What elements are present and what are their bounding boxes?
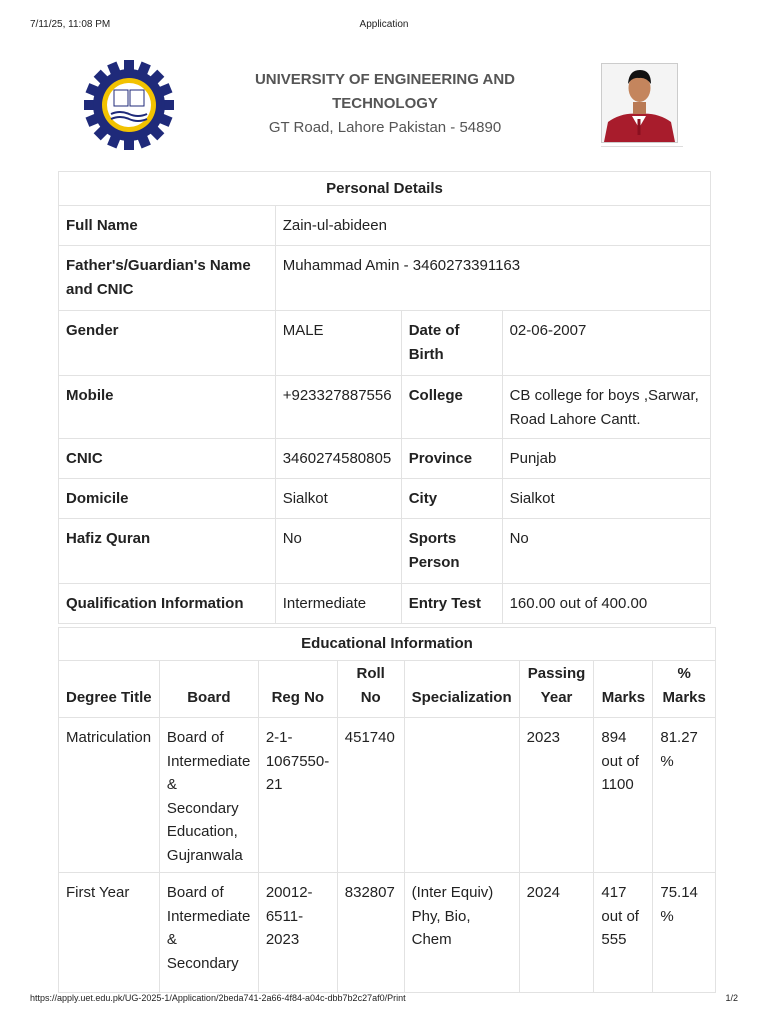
gender-label: Gender [59,311,276,376]
col-passing-year: Passing Year [519,661,594,718]
mobile-label: Mobile [59,376,276,439]
domicile-label: Domicile [59,479,276,519]
university-address: GT Road, Lahore Pakistan - 54890 [268,119,502,136]
hafiz-value: No [275,519,401,584]
print-url: https://apply.uet.edu.pk/UG-2025-1/Application/2beda741-2a66-4f84-a04c-dbb7b2c27af0/Print [30,993,406,1003]
city-label: City [401,479,502,519]
hafiz-label: Hafiz Quran [59,519,276,584]
board-cell: Board of Intermediate & Secondary Education, Gujranwala [159,718,258,873]
dob-value: 02-06-2007 [502,311,710,376]
spec-cell [404,718,519,873]
gender-value: MALE [275,311,401,376]
pct-cell: 81.27 % [653,718,716,873]
full-name-label: Full Name [59,206,276,246]
col-reg-no: Reg No [258,661,337,718]
print-page-number: 1/2 [725,993,738,1003]
col-degree-title: Degree Title [59,661,160,718]
personal-details-table [58,171,711,624]
sports-value: No [502,519,710,584]
col-specialization: Specialization [404,661,519,718]
pct-cell: 75.14 % [653,873,716,993]
sports-label: Sports Person [401,519,502,584]
education-table [58,627,716,993]
university-name: UNIVERSITY OF ENGINEERING AND TECHNOLOGY [254,71,516,112]
board-cell: Board of Intermediate & Secondary [159,873,258,993]
year-cell: 2023 [519,718,594,873]
full-name-value: Zain-ul-abideen [275,206,710,246]
marks-cell: 417 out of 555 [594,873,653,993]
photo-divider [601,146,683,147]
year-cell: 2024 [519,873,594,993]
personal-details-heading: Personal Details [59,172,711,206]
cnic-label: CNIC [59,439,276,479]
cnic-value: 3460274580805 [275,439,401,479]
province-value: Punjab [502,439,710,479]
print-datetime: 7/11/25, 11:08 PM [30,19,111,30]
roll-cell: 451740 [337,718,404,873]
degree-cell: Matriculation [59,718,160,873]
uet-logo [84,60,174,150]
reg-cell: 20012-6511-2023 [258,873,337,993]
marks-cell: 894 out of 1100 [594,718,653,873]
entry-test-label: Entry Test [401,584,502,624]
table-row [59,718,716,873]
spec-cell: (Inter Equiv) Phy, Bio, Chem [404,873,519,993]
degree-cell: First Year [59,873,160,993]
col-percent-marks: % Marks [653,661,716,718]
col-roll-no: Roll No [337,661,404,718]
qualification-label: Qualification Information [59,584,276,624]
mobile-value: +923327887556 [275,376,401,439]
reg-cell: 2-1-1067550-21 [258,718,337,873]
print-page-title: Application [359,19,409,30]
dob-label: Date of Birth [401,311,502,376]
roll-cell: 832807 [337,873,404,993]
father-value: Muhammad Amin - 3460273391163 [275,246,710,311]
city-value: Sialkot [502,479,710,519]
college-label: College [401,376,502,439]
col-marks: Marks [594,661,653,718]
col-board: Board [159,661,258,718]
university-header [240,68,530,140]
province-label: Province [401,439,502,479]
entry-test-value: 160.00 out of 400.00 [502,584,710,624]
college-value: CB college for boys ,Sarwar, Road Lahore Cantt. [502,376,710,439]
applicant-photo [601,63,678,143]
father-label: Father's/Guardian's Name and CNIC [59,246,276,311]
qualification-value: Intermediate [275,584,401,624]
education-heading: Educational Information [59,628,716,661]
table-row [59,873,716,993]
domicile-value: Sialkot [275,479,401,519]
